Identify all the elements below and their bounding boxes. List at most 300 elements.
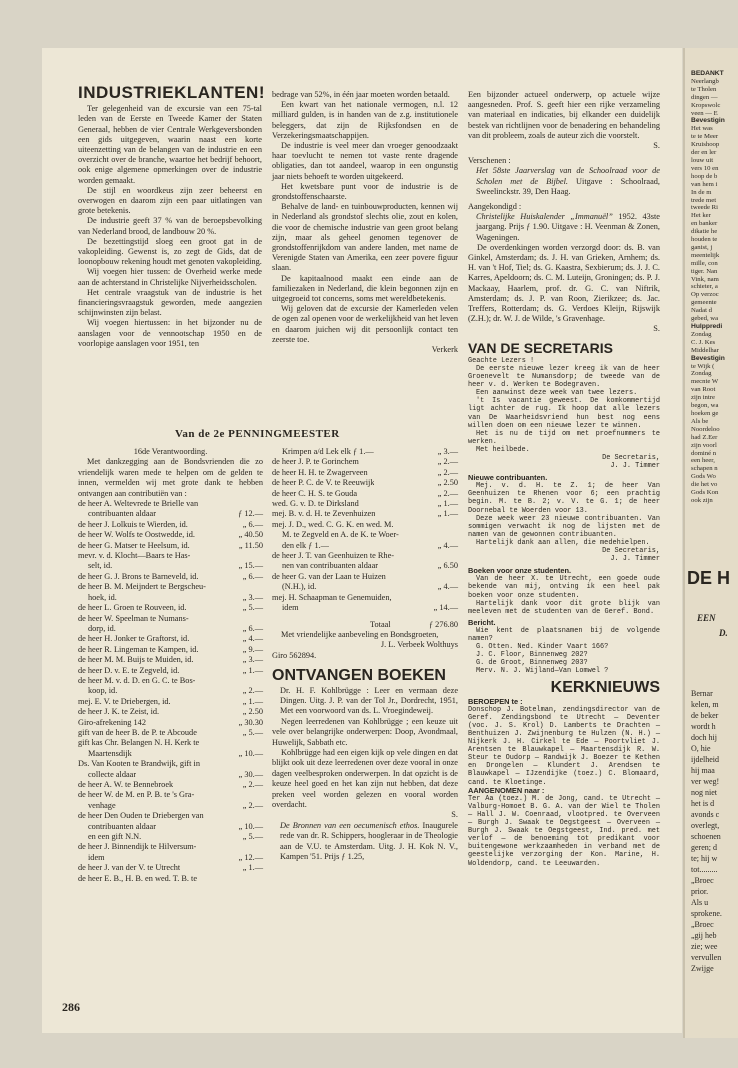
secretaris-p2: Een aanwinst deze week van twee lezers. <box>476 389 638 398</box>
contribution-row <box>78 645 263 655</box>
next-page-line: vers 10 en <box>691 164 719 172</box>
industrie-signature: Verkerk <box>431 345 458 355</box>
contribution-name: de heer L. Groen te Rouveen, id. <box>78 603 187 613</box>
next-page-line: ver weg! <box>691 777 720 786</box>
contribution-row <box>272 489 458 499</box>
penning-left-list <box>78 499 263 884</box>
contribution-row <box>78 697 263 707</box>
boeken-b2: Inaugurele rede van dr. R. Schippers, hoogleraar in de Theologie aan de V.U. te Amsterdam. Uitg. J. H. Kok N. V., Kampen '51. Prijs ƒ 1.25, <box>280 820 458 862</box>
verschenen-title: Het 58ste Jaarverslag van de Schoolraad voor de Scholen met de Bijbel. <box>476 166 660 186</box>
contribution-row <box>78 738 263 748</box>
bericht-l2: J. C. Floor, Binnenweg 202? <box>476 651 588 660</box>
contribution-amount <box>259 759 263 769</box>
next-page-line: Zondag <box>691 330 712 338</box>
next-page-line: prior. <box>691 887 709 896</box>
next-page-line: trede met <box>691 196 717 204</box>
contribution-name: de heer W. de M. en P. B. te 's Gra- <box>78 790 195 800</box>
contribution-row <box>272 457 458 467</box>
next-page-line: dominé n <box>691 449 717 457</box>
contribution-row <box>78 718 263 728</box>
contribution-row <box>78 582 263 592</box>
aangekondigd-publisher: Uitgave : H. Veenman & Zonen, Wageningen. <box>476 222 660 242</box>
contribution-name: idem <box>282 603 299 613</box>
next-page-line: mille, con <box>691 259 718 267</box>
contribution-amount <box>259 738 263 748</box>
next-lines-e <box>691 688 722 974</box>
next-page-line: schapen n <box>691 465 718 473</box>
contribution-name: de heer D. v. E. te Zegveld, id. <box>78 665 180 675</box>
secretaris-p1: De eerste nieuwe lezer kreeg ik van de heer Groenevelt te Numansdorp; de tweede van de heer v. d. Werken te Bodegraven. <box>468 364 660 390</box>
secretaris-salute: Geachte Lezers ! <box>468 356 535 365</box>
next-page-line: Als be <box>691 417 709 425</box>
aangenomen-head: AANGENOMEN naar : <box>468 785 545 795</box>
contribution-amount: „ 2.— <box>242 780 263 789</box>
next-page-line: Het ker <box>691 212 711 220</box>
contribution-amount: „ 2.50 <box>242 707 263 717</box>
contribution-amount <box>454 572 458 582</box>
next-page-line: Middelhar <box>691 346 719 354</box>
contribution-amount: „ 5.— <box>242 727 263 737</box>
contribution-amount <box>259 811 263 821</box>
next-column <box>691 70 725 505</box>
boeken-head: Boeken voor onze studenten. <box>468 566 572 576</box>
contribution-amount: „ 3.— <box>242 592 263 602</box>
kerknieuws-body <box>468 698 660 868</box>
contribution-amount <box>454 520 458 530</box>
contribution-amount: „ 1.— <box>242 665 263 675</box>
next-page-line: geren; d <box>691 843 717 852</box>
contribution-name: de heer M. M. Buijs te Muiden, id. <box>78 655 194 665</box>
contribution-amount: „ 30.— <box>238 769 263 779</box>
aangekondigd-title: Christelijke Huiskalender „Immanuël” <box>476 212 613 222</box>
contribution-name: de heer J. T. van Geenhuizen te Rhe- <box>272 551 395 561</box>
penning-intro: Met dankzegging aan de Bondsvrienden die zo vriendelijk waren mede te helpen om de gelden te innen, vermelden wij met grote dank te hebben ontvangen aan contributiën van : <box>78 457 263 498</box>
next-bedankt: BEDANKT <box>691 70 724 77</box>
contribution-amount: „ 2.— <box>437 467 458 477</box>
contribution-name: de heer J. P. te Gorinchem <box>272 457 359 467</box>
contribution-name: de heer P. C. de V. te Reeuwijk <box>272 478 375 488</box>
boeken-sign: S. <box>451 810 458 820</box>
contribution-row <box>78 853 263 863</box>
next-page-line: houden te <box>691 236 718 244</box>
next-lines-a <box>691 78 725 118</box>
contribution-row <box>78 603 263 613</box>
aankondiging-sign1: S. <box>653 141 660 151</box>
contribution-name: de heer R. Lingeman te Kampen, id. <box>78 644 199 654</box>
next-page-line: Kropswolc <box>691 101 721 109</box>
contribution-name: de heer J. van der V. te Utrecht <box>78 863 181 873</box>
contribution-row <box>272 478 458 488</box>
next-page-line: Gods Wo <box>691 473 716 481</box>
aangenomen-text: Ter Aa (toez.) M. de Jong, cand. te Utrecht — Valburg-Homoet B. G. A. van der Wiel te Tholen — Hall J. W. Coenraad, vlootpred. te Overveen — Burgh J. Swaak te Oegstgeest — Overveen — Burgh J. Swaak te Oegstgeest, Ind. pred. met verlof — de benoeming tot predikant voor buitengewone werkzaamheden in verband met de geestelijke verzorging der Kon. Marine, H. Woldendorp, cand. te Leeuwarden. <box>468 794 660 868</box>
next-page-line: die het vo <box>691 481 718 489</box>
next-big-title: DE H <box>687 568 731 588</box>
contribution-amount: „ 3.— <box>242 655 263 665</box>
next-page-line: „Broec <box>691 876 714 885</box>
next-page-line: Nadat d <box>691 307 712 315</box>
boeken-p1: Negen leerredenen van Kohlbrügge ; een keuze uit vele over belangrijke onderwerpen: Doop, Avondmaal, Huwelijk, Sabbath etc. <box>272 716 458 747</box>
contribution-amount: „ 9.— <box>242 644 263 654</box>
next-page-line: zijn voorl <box>691 441 717 449</box>
next-page-line: louw uit <box>691 156 714 164</box>
contribution-row <box>78 509 263 519</box>
aangekondigd-year: 1952. 43ste jaargang. Prijs ƒ 1.90. <box>476 212 660 232</box>
penning-date: 16de Verantwoording. <box>133 447 208 456</box>
contribution-name: de heer J. K. te Zeist, id. <box>78 707 160 717</box>
beroepen-head: BEROEPEN te : <box>468 696 523 706</box>
contribution-name: dorp, id. <box>88 623 116 633</box>
contribution-amount: „ 40.50 <box>238 530 263 540</box>
contribution-row <box>78 759 263 769</box>
contribution-row <box>272 603 458 613</box>
contribution-amount: „ 2.— <box>437 488 458 498</box>
contribution-amount: „ 2.— <box>437 457 458 467</box>
contribution-name: nen van contribuanten aldaar <box>282 561 379 571</box>
next-page-line: de beker <box>691 711 719 720</box>
next-page-line: ganist, j <box>691 243 713 251</box>
next-page-line: het is d <box>691 799 715 808</box>
next-hulppredi: Hulppredi <box>691 323 723 330</box>
contribution-amount: „ 1.— <box>242 863 263 873</box>
contribution-name: de heer J. Lolkuis te Wierden, id. <box>78 519 188 529</box>
contribution-name: idem <box>88 852 105 862</box>
industrie-p6: Het centrale vraagstuk van de industrie is het financieringsvraagstuk geworden, mede aangezien schijnwinsten zijn belast. <box>78 287 262 318</box>
contribution-row <box>78 811 263 821</box>
next-page-line: Vink, nam <box>691 275 719 283</box>
contribution-row <box>78 832 263 842</box>
contribution-row <box>78 593 263 603</box>
contribution-row <box>78 749 263 759</box>
penning-left-column <box>78 447 263 884</box>
industrie-p4: De bezettingstijd sloeg een groot gat in de vakopleiding. Gewenst is, zo zegt de Gids, dat de loonopbouw rekening houdt met genoten vakopleiding. <box>78 236 262 267</box>
penning-total-value: ƒ 276.80 <box>428 619 458 629</box>
contribution-name: mej. J. D., wed. C. G. K. en wed. M. <box>272 519 394 529</box>
secretaris-title: VAN DE SECRETARIS <box>468 339 613 356</box>
next-lines-d <box>691 363 725 505</box>
contribution-name: (N.H.), id. <box>282 582 317 592</box>
next-page-line: Zondag <box>691 370 712 378</box>
next-page-line: ook zijn <box>691 496 713 504</box>
next-page-line: kelen, m <box>691 700 719 709</box>
penning-total-label: Totaal <box>370 619 391 629</box>
contribution-name: collecte aldaar <box>88 769 137 779</box>
contribution-amount: „ 4.— <box>437 582 458 592</box>
penning-right-column <box>272 447 458 862</box>
contribution-row <box>78 801 263 811</box>
contribution-row <box>272 509 458 519</box>
adjacent-page-strip <box>683 48 738 1038</box>
next-page-line: veen — E <box>691 109 718 117</box>
contribution-row <box>78 614 263 624</box>
next-page-line: te Tholen <box>691 85 717 93</box>
industrie-p1: Ter gelegenheid van de excursie van een 75-tal leden van de Eerste en Tweede Kamer der Staten Generaal, hebben de vier Centrale Werkgeversbonden een gids uitgegeven, waarin naast een korte uiteenzetting van de belangen van de industrie en een overzicht over de branche, waartoe het bedrijf behoort, ook enige algemene opmerkingen over de industrie worden gemaakt. <box>78 104 262 185</box>
contribution-amount: „ 10.— <box>238 821 263 831</box>
industrie-p14: Wij geloven dat de excursie der Kamerleden velen de ogen zal openen voor de werkelijkheid van het leven en daarom juichen wij dit persoonlijk contact ten zeerste toe. <box>272 304 458 344</box>
next-page-line: Bernar <box>691 689 713 698</box>
next-page-line: Op verzoc <box>691 291 719 299</box>
boeken-p2: Kohlbrügge had een eigen kijk op vele dingen en dat blijkt ook uit deze leerredenen over deze vooral in onze dagen veelbesproken onderwerpen. In dat opzicht is de keuze heel goed en het kan zijn nut hebben, dat deze preken veel worden gelezen en vooral worden overdacht. <box>272 747 458 809</box>
contribution-amount: „ 6.50 <box>437 561 458 571</box>
contribution-row <box>272 582 458 592</box>
next-page-line: sprokene. <box>691 909 722 918</box>
contribution-amount <box>454 530 458 540</box>
contribution-row <box>272 551 458 561</box>
contribution-row <box>78 572 263 582</box>
verschenen-publisher: Uitgave : Schoolraad, Sweelinckstr. 39, Den Haag. <box>476 176 661 196</box>
next-een: EEN <box>697 613 716 623</box>
contribution-row <box>78 822 263 832</box>
next-page-line: meentelijk <box>691 251 720 259</box>
contribution-name: de heer W. Speelman te Numans- <box>78 613 189 623</box>
contribution-row <box>78 634 263 644</box>
contribution-amount: „ 2.— <box>242 800 263 810</box>
aankondiging-sign2: S. <box>653 324 660 334</box>
penning-right-list <box>272 447 458 614</box>
contribution-row <box>272 572 458 582</box>
contribution-name: en een gift N.N. <box>88 832 142 842</box>
next-page-line: van hem i <box>691 180 718 188</box>
next-page-line: gemeente <box>691 299 717 307</box>
secretaris-name: J. J. Timmer <box>610 462 660 471</box>
industrie-p7: Wij voegen hiertussen: in het bijzonder nu de aanslagen voor de vennootschap 1950 en de voorlopige aanslagen voor 1951, ten <box>78 318 262 348</box>
contribution-name: de heer W. Wolfs te Oostwedde, id. <box>78 530 195 540</box>
aankondiging-p1: Een bijzonder actueel onderwerp, op actuele wijze aangesneden. Prof. S. geeft hier een rijke verzameling van materiaal en indicaties, bij elkander een duidelijk bestek van richtlijnen voor de benadering en behandeling van dit probleem, zoals de auteur zich die voorstelt. <box>468 90 660 140</box>
contribution-row <box>78 624 263 634</box>
contribution-row <box>78 686 263 696</box>
next-lines-b <box>691 125 725 323</box>
next-d: D. <box>719 628 728 638</box>
next-page-line: avonds c <box>691 810 720 819</box>
industrie-p8: bedrage van 52%, in één jaar moeten worden betaald. <box>272 90 450 99</box>
boeken-b1: Dr. H. F. Kohlbrügge : Leer en vermaan deze Dingen. Uitg. J. P. van der Tol Jr., Dordrecht, 1951, Met een voorwoord van ds. L. Vroegindeweij. <box>280 685 458 716</box>
nieuwe-p1: Mej. v. d. H. te Z. 1; de heer Van Geenhuizen te Rhenen voor 6; een prachtig begin. M. te B. 2; v. V. te G. 1; de heer Doornebal te Woerden voor 13. <box>468 482 660 515</box>
contribution-amount: „ 14.— <box>433 603 458 613</box>
nieuwe-name: J. J. Timmer <box>610 555 660 564</box>
next-page-line: overlegt, <box>691 821 720 830</box>
contribution-amount: „ 15.— <box>238 561 263 571</box>
contribution-amount: „ 2.— <box>242 686 263 696</box>
next-page-line: had Z.Eer <box>691 433 718 441</box>
contribution-name: contribuanten aldaar <box>88 509 156 519</box>
contribution-name: de heer B. M. Meijndert te Bergscheu- <box>78 582 206 592</box>
next-page-line: te te Meer <box>691 133 719 141</box>
contribution-amount: „ 6.— <box>242 571 263 581</box>
contribution-name: mevr. v. d. Klocht—Baars te Has- <box>78 551 191 561</box>
contribution-name: selt, id. <box>88 561 113 571</box>
contribution-amount <box>259 676 263 686</box>
contribution-amount <box>259 842 263 852</box>
contribution-row <box>78 863 263 873</box>
industrie-article <box>78 83 265 349</box>
next-page-line: wordt h <box>691 722 716 731</box>
next-page-line: Kruishoop <box>691 141 720 149</box>
boeken-title: ONTVANGEN BOEKEN <box>272 667 446 685</box>
contribution-amount: „ 11.50 <box>238 540 263 550</box>
contribution-name: de heer Den Ouden te Driebergen van <box>78 811 204 821</box>
contribution-amount <box>259 499 263 509</box>
industrie-p10: De industrie is veel meer dan vroeger genoodzaakt haar toevlucht te nemen tot vaste rente dragende obligaties, dan tot aandeel, waarop in een ongunstig jaar niets behoeft te worden uitgekeerd. <box>272 141 458 181</box>
contribution-row <box>78 874 263 884</box>
contribution-row <box>78 530 263 540</box>
secretaris-p3: 't Is vacantie geweest. De komkommertijd ligt achter de rug. Ik hoop dat alle lezers van De Waarheidsvriend hun best nog eens willen doen om een nieuwe lezer te winnen. <box>468 397 660 430</box>
contribution-amount: ƒ 12.— <box>238 509 263 519</box>
next-page-line: dikatie he <box>691 228 718 236</box>
aankondiging-block <box>468 90 660 868</box>
secretaris-p4: Het is nu de tijd om met proefnummers te werken. <box>468 429 660 446</box>
next-page-line: „Broec <box>691 920 714 929</box>
contribution-row <box>78 790 263 800</box>
contribution-row <box>272 593 458 603</box>
contribution-name: Krimpen a/d Lek elk ƒ 1.— <box>282 447 374 456</box>
contribution-amount: „ 1.— <box>242 696 263 706</box>
industrie-continued <box>272 90 458 355</box>
next-page-line: zie; wee <box>691 942 718 951</box>
bericht-l1: G. Otten. Ned. Kinder Vaart 166? <box>476 643 609 652</box>
contribution-name: mej. H. Schaapman te Genemuiden, <box>272 592 392 602</box>
next-page-line: hoeken ge <box>691 409 719 417</box>
next-page-line: O, hie <box>691 744 711 753</box>
contribution-amount <box>259 614 263 624</box>
next-page-line: een heer, <box>691 457 715 465</box>
contribution-amount: „ 6.— <box>242 519 263 529</box>
next-lines-c <box>691 331 725 355</box>
bericht-p1: Wie kent de plaatsnamen bij de volgende namen? <box>468 626 660 643</box>
secretaris-role: De Secretaris, <box>602 454 660 462</box>
next-page-line: vervullen <box>691 953 722 962</box>
contribution-name: de heer G. Matser te Heelsum, id. <box>78 540 190 550</box>
contribution-amount <box>454 593 458 603</box>
verschenen-label: Verschenen : <box>468 156 511 166</box>
contribution-name: koop, id. <box>88 686 118 696</box>
contribution-row <box>78 655 263 665</box>
next-page-line: nog niet <box>691 788 717 797</box>
next-page-line: In de m <box>691 188 712 196</box>
contribution-row <box>78 499 263 509</box>
contribution-row <box>272 561 458 571</box>
next-page-line: Neerlangb <box>691 77 719 85</box>
contribution-name: de heer A. Weltevrede te Brielle van <box>78 499 199 509</box>
nieuwe-role: De Secretaris, <box>602 547 660 556</box>
contribution-name: Giro-afrekening 142 <box>78 717 146 727</box>
contribution-row <box>78 551 263 561</box>
bericht-head: Bericht. <box>468 617 496 627</box>
nieuwe-p3: Hartelijk dank aan allen, die medehielpen. <box>476 538 650 547</box>
next-page-line: schoenen <box>691 832 721 841</box>
boeken-p2: Hartelijk dank voor dit grote blijk van meeleven met de studenten van de Geref. Bond. <box>468 599 660 616</box>
next-page-line: schieter, a <box>691 283 718 291</box>
industrie-p2: De stijl en woordkeus zijn zeer beheerst en overwogen en daarom zijn een paar uitlatingen van grote betekenis. <box>78 185 262 216</box>
contribution-name: de heer H. H. te Zwagerveen <box>272 467 368 477</box>
industrie-p3: De industrie geeft 37 % van de beroepsbevolking van Nederland brood, de landbouw 20 %. <box>78 216 262 236</box>
industrie-p11: Het kwetsbare punt voor de industrie is de grondstoffenschaarste. <box>272 181 458 202</box>
beroepen-text: Donschop J. Botelman, zendingsdirector van de Geref. Zendingsbond te Utrecht — Deventer (voc. J. S. Krol) D. Lamberts te Drachten — Benthuizen J. Zwijnenburg te Hulzen (N. H.) — Nijkerk J. H. Cirkel te Ede — Poortvliet J. Arentsen te Blauwkapel — Maartensdijk R. W. Steur te Oudorp — Randwijk J. Boezer te Kethen en Drongelen — Klundert J. Arendsen te Blauwkapel — IJzendijke (toez.) C. Blomaard, cand. te Kloetinge. <box>468 705 660 787</box>
industrie-p5: Wij voegen hier tussen: de Overheid werke mede aan de achterstand in Christelijke Nijverheidsscholen. <box>78 267 262 287</box>
contribution-amount: „ 30.30 <box>238 717 263 727</box>
industrie-title: INDUSTRIEKLANTEN! <box>78 83 265 102</box>
contribution-name: de heer G. J. Brons te Barneveld, id. <box>78 571 199 581</box>
contribution-name: wed. G. v. D. te Dirksland <box>272 499 359 509</box>
contribution-row <box>78 541 263 551</box>
contribution-amount: „ 1.— <box>437 509 458 519</box>
contribution-amount: „ 5.— <box>242 603 263 613</box>
next-page-line: begon, wa <box>691 402 719 410</box>
nieuwe-head: Nieuwe contribuanten. <box>468 473 548 483</box>
penning-closing: Met vriendelijke aanbeveling en Bondsgroeten, <box>281 629 439 639</box>
next-page-line: mecnte W <box>691 378 719 386</box>
next-bevestigin-2: Bevestigin <box>691 354 725 362</box>
next-page-line: zijn intre <box>691 394 715 402</box>
penning-giro: Giro 562894. <box>272 650 317 660</box>
boeken-b2-title: De Bronnen van een oecumenisch ethos. <box>280 820 420 830</box>
contribution-row <box>78 770 263 780</box>
page-number: 286 <box>62 1000 80 1014</box>
contribution-amount <box>454 551 458 561</box>
next-page-line: van Root <box>691 386 716 394</box>
penning-total-row <box>272 620 458 630</box>
contribution-name: de heer A. W. te Bennebroek <box>78 780 174 789</box>
next-page-line: C. J. Kes <box>691 338 716 346</box>
next-bevestigin: Bevestigin <box>691 117 725 125</box>
next-page-line: ijdelheid <box>691 755 719 764</box>
contribution-row <box>78 676 263 686</box>
next-page-line: te; hij w <box>691 854 718 863</box>
boeken-p1: Van de heer X. te Utrecht, een goede oude bekende van mij, ontving ik een heel pak boeken voor onze studenten. <box>468 575 660 600</box>
contribution-amount: „ 4.— <box>437 540 458 550</box>
contribution-name: gift van de heer B. de P. te Abcoude <box>78 727 197 737</box>
contribution-name: hoek, id. <box>88 592 117 602</box>
next-page-line: der en ler <box>691 149 717 157</box>
contribution-name: mej. B. v. d. H. te Zevenhuizen <box>272 509 376 519</box>
contribution-amount: „ 6.— <box>242 623 263 633</box>
contribution-row <box>272 530 458 540</box>
contribution-name: Ds. Van Kooten te Brandwijk, gift in <box>78 759 200 769</box>
contribution-name: contribuanten aldaar <box>88 821 156 831</box>
next-page-line: Zwijge <box>691 964 714 973</box>
secretaris-greet: Met heilbede. <box>476 445 530 454</box>
contribution-amount <box>259 790 263 800</box>
contribution-name: gift kas Chr. Belangen N. H. Kerk te <box>78 738 200 748</box>
kerknieuws-title: KERKNIEUWS <box>550 679 660 697</box>
contribution-name: venhage <box>88 800 116 810</box>
next-page-line: te Wijk ( <box>691 362 715 370</box>
next-page-line: doch hij <box>691 733 717 742</box>
industrie-p9: Een kwart van het nationale vermogen, n.l. 12 milliard gulden, is in handen van de z.g. institutionele beleggers, dat zijn de Rijksfondsen en de Verzekeringsmaatschappijen. <box>272 100 458 140</box>
contribution-row <box>78 842 263 852</box>
contribution-row <box>78 780 263 790</box>
contribution-name: de heer G. van der Laan te Huizen <box>272 571 386 581</box>
penning-title: Van de 2e PENNINGMEESTER <box>175 428 340 440</box>
contribution-row <box>272 499 458 509</box>
contribution-amount: „ 3.— <box>437 447 458 456</box>
contribution-amount: „ 1.— <box>437 499 458 509</box>
next-page-line: en banker <box>691 220 718 228</box>
bericht-l4: Merv. N. J. Wijland—Van Lomwel ? <box>476 667 609 676</box>
contribution-name: den elk ƒ 1.— <box>282 540 330 550</box>
next-page-line: tot......... <box>691 865 718 874</box>
contribution-name: Maartensdijk <box>88 748 132 758</box>
next-page-line: Noordeloo <box>691 425 720 433</box>
next-page-line: hoop de b <box>691 172 718 180</box>
contribution-name: de heer H. Jonker te Graftorst, id. <box>78 634 190 644</box>
contribution-amount: „ 10.— <box>238 748 263 758</box>
contribution-name: M. te Zegveld en A. de K. te Woer- <box>282 530 399 540</box>
aankondiging-p2: De overdenkingen worden verzorgd door: ds. B. van Ginkel, Amsterdam; ds. J. H. van Grieken, Arnhem; ds. H. van 't Hof, Tiel; ds. G. Kaastra, Sexbierum; ds. J. J. C. Karres, Apeldoorn; ds. C. M. Luteijn, Groningen; ds. P. J. Mackaay, Haarlem, prof. dr. G. C. van Niftrik, Amsterdam; ds. J. P. van Roon, Zierikzee; ds. Jac. Treffers, Rotterdam; ds. G. Verdoes Kleijn, Rijswijk (Z.H.); dr. W. J. de Wilde, 's Gravenhage. <box>468 242 660 324</box>
next-page-line: dingen — <box>691 93 718 101</box>
contribution-amount <box>259 874 263 884</box>
contribution-row <box>78 561 263 571</box>
industrie-p13: De kapitaalnood maakt een einde aan de familiezaken in Nederland, die klein begonnen zijn en uitgegroeid tot concerns, soms met wereldbetekenis. <box>272 273 458 304</box>
contribution-row <box>78 666 263 676</box>
